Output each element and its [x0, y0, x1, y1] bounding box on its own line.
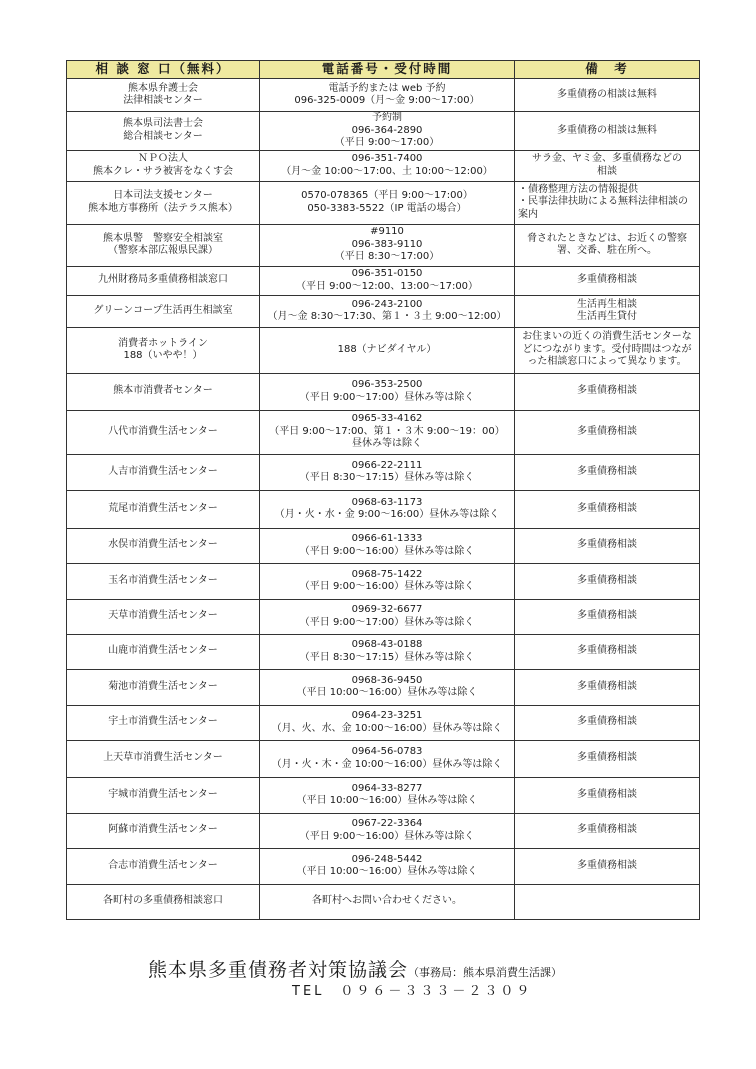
remarks: 多重債務の相談は無料: [515, 112, 700, 151]
phone-and-hours: 予約制 096-364-2890 （平日 9:00～17:00）: [260, 112, 515, 151]
remarks: 多重債務相談: [515, 669, 700, 705]
phone-and-hours: 0969-32-6677 （平日 9:00～17:00）昼休み等は除く: [260, 599, 515, 634]
remarks: 多重債務相談: [515, 454, 700, 490]
remarks: 多重債務相談: [515, 266, 700, 295]
organization-name: 熊本県多重債務者対策協議会: [148, 959, 409, 981]
phone-and-hours: 電話予約または web 予約 096-325-0009（月～金 9:00～17:00）: [260, 79, 515, 112]
phone-and-hours: #9110 096-383-9110 （平日 8:30～17:00）: [260, 224, 515, 266]
table-row: [67, 528, 700, 563]
table-row: [67, 410, 700, 454]
remarks: 多重債務相談: [515, 599, 700, 634]
phone-and-hours: 0964-23-3251 （月、火、水、金 10:00～16:00）昼休み等は除く: [260, 705, 515, 740]
consultation-desk-name: 天草市消費生活センター: [67, 599, 260, 634]
phone-and-hours: 0964-56-0783 （月・火・木・金 10:00～16:00）昼休み等は除く: [260, 740, 515, 777]
phone-and-hours: 096-248-5442 （平日 10:00～16:00）昼休み等は除く: [260, 848, 515, 884]
consultation-desk-name: 九州財務局多重債務相談窓口: [67, 266, 260, 295]
phone-and-hours: 188（ナビダイヤル）: [260, 327, 515, 373]
phone-and-hours: 0966-22-2111 （平日 8:30～17:15）昼休み等は除く: [260, 454, 515, 490]
footer-telephone: TEL ０９６－３３３－２３０９: [292, 984, 533, 999]
phone-and-hours: 各町村へお問い合わせください。: [260, 884, 515, 919]
table-row: [67, 705, 700, 740]
table-row: [67, 454, 700, 490]
remarks: 生活再生相談 生活再生貸付: [515, 295, 700, 327]
consultation-desk-name: 熊本県弁護士会 法律相談センター: [67, 79, 260, 112]
remarks: ・債務整理方法の情報提供 ・民事法律扶助による無料法律相談の案内: [515, 181, 700, 224]
remarks: 脅されたときなどは、お近くの警察署、交番、駐在所へ。: [515, 224, 700, 266]
table-row: [67, 373, 700, 410]
table-row: [67, 884, 700, 919]
consultation-desk-name: 菊池市消費生活センター: [67, 669, 260, 705]
phone-and-hours: 0968-75-1422 （平日 9:00～16:00）昼休み等は除く: [260, 563, 515, 599]
remarks: サラ金、ヤミ金、多重債務などの 相談: [515, 150, 700, 181]
consultation-desk-name: 阿蘇市消費生活センター: [67, 813, 260, 848]
phone-and-hours: 0964-33-8277 （平日 10:00～16:00）昼休み等は除く: [260, 777, 515, 813]
phone-and-hours: 096-351-0150 （平日 9:00～12:00、13:00～17:00）: [260, 266, 515, 295]
remarks: 多重債務の相談は無料: [515, 79, 700, 112]
consultation-desk-name: 上天草市消費生活センター: [67, 740, 260, 777]
footer-organization: [148, 955, 562, 982]
consultation-desk-name: 玉名市消費生活センター: [67, 563, 260, 599]
table-row: [67, 150, 700, 181]
consultation-table: [66, 60, 700, 920]
consultation-desk-name: 熊本市消費者センター: [67, 373, 260, 410]
consultation-desk-name: 消費者ホットライン 188（いやや！）: [67, 327, 260, 373]
remarks: 多重債務相談: [515, 848, 700, 884]
table-row: [67, 266, 700, 295]
consultation-desk-name: 熊本県警 警察安全相談室 （警察本部広報県民課）: [67, 224, 260, 266]
remarks: 多重債務相談: [515, 490, 700, 528]
header-consultation-desk: 相 談 窓 口（無料）: [67, 61, 260, 79]
remarks: 多重債務相談: [515, 634, 700, 669]
consultation-desk-name: 合志市消費生活センター: [67, 848, 260, 884]
remarks: 多重債務相談: [515, 410, 700, 454]
consultation-desk-name: 八代市消費生活センター: [67, 410, 260, 454]
table-row: [67, 295, 700, 327]
phone-and-hours: 0570-078365（平日 9:00～17:00） 050-3383-5522（IP 電話の場合）: [260, 181, 515, 224]
table-header-row: [67, 61, 700, 79]
phone-and-hours: 0967-22-3364 （平日 9:00～16:00）昼休み等は除く: [260, 813, 515, 848]
remarks: 多重債務相談: [515, 740, 700, 777]
header-remarks: 備 考: [515, 61, 700, 79]
consultation-desk-name: 荒尾市消費生活センター: [67, 490, 260, 528]
phone-and-hours: 0968-36-9450 （平日 10:00～16:00）昼休み等は除く: [260, 669, 515, 705]
table-row: [67, 848, 700, 884]
table-row: [67, 563, 700, 599]
consultation-desk-name: 宇城市消費生活センター: [67, 777, 260, 813]
table-row: [67, 327, 700, 373]
consultation-desk-name: 各町村の多重債務相談窓口: [67, 884, 260, 919]
organization-secretariat: （事務局：熊本県消費生活課）: [408, 966, 563, 979]
remarks: 多重債務相談: [515, 777, 700, 813]
remarks: 多重債務相談: [515, 528, 700, 563]
consultation-desk-name: 熊本県司法書士会 総合相談センター: [67, 112, 260, 151]
table-row: [67, 490, 700, 528]
consultation-desk-name: 日本司法支援センター 熊本地方事務所（法テラス熊本）: [67, 181, 260, 224]
consultation-desk-name: 水俣市消費生活センター: [67, 528, 260, 563]
remarks: 多重債務相談: [515, 563, 700, 599]
table-row: [67, 634, 700, 669]
consultation-desk-name: ＮＰＯ法人 熊本クレ・サラ被害をなくす会: [67, 150, 260, 181]
header-phone-hours: 電話番号・受付時間: [260, 61, 515, 79]
table-row: [67, 79, 700, 112]
table-row: [67, 224, 700, 266]
table-row: [67, 112, 700, 151]
remarks: 多重債務相談: [515, 813, 700, 848]
remarks: 多重債務相談: [515, 373, 700, 410]
consultation-desk-name: グリーンコープ生活再生相談室: [67, 295, 260, 327]
table-row: [67, 599, 700, 634]
table-row: [67, 669, 700, 705]
phone-and-hours: 0968-63-1173 （月・火・水・金 9:00～16:00）昼休み等は除く: [260, 490, 515, 528]
phone-and-hours: 0968-43-0188 （平日 8:30～17:15）昼休み等は除く: [260, 634, 515, 669]
table-row: [67, 181, 700, 224]
table-row: [67, 813, 700, 848]
remarks: 多重債務相談: [515, 705, 700, 740]
remarks: お住まいの近くの消費生活センターなどにつながります。受付時間はつながった相談窓口によって異なります。: [515, 327, 700, 373]
remarks: [515, 884, 700, 919]
phone-and-hours: 0965-33-4162 （平日 9:00～17:00、第１・３木 9:00～19：00） 昼休み等は除く: [260, 410, 515, 454]
table-row: [67, 777, 700, 813]
consultation-desk-name: 人吉市消費生活センター: [67, 454, 260, 490]
phone-and-hours: 0966-61-1333 （平日 9:00～16:00）昼休み等は除く: [260, 528, 515, 563]
consultation-desk-name: 山鹿市消費生活センター: [67, 634, 260, 669]
consultation-desk-name: 宇土市消費生活センター: [67, 705, 260, 740]
table-row: [67, 740, 700, 777]
phone-and-hours: 096-353-2500 （平日 9:00～17:00）昼休み等は除く: [260, 373, 515, 410]
phone-and-hours: 096-243-2100 （月～金 8:30～17:30、第１・３土 9:00～12:00）: [260, 295, 515, 327]
phone-and-hours: 096-351-7400 （月～金 10:00～17:00、土 10:00～12:00）: [260, 150, 515, 181]
